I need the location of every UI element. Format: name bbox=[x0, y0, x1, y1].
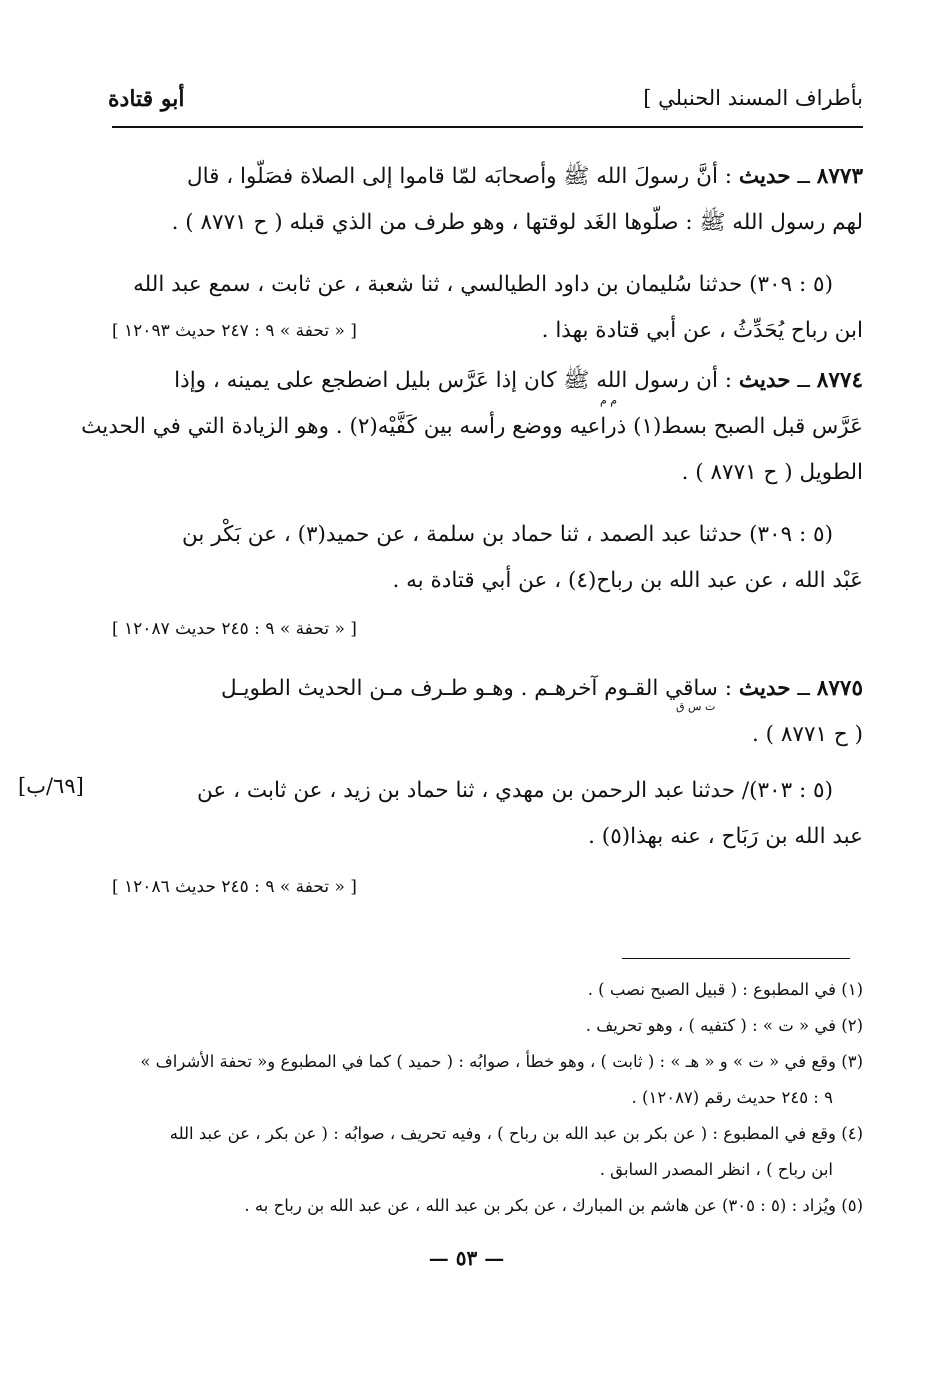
isnad-line: ابن رباح يُحَدِّثُ ، عن أبي قتادة بهذا . bbox=[541, 318, 863, 343]
hadith-8775-text: ٨٧٧٥ ــ حديث : ساقي القـوم آخرهـم . وهـو طـرف مـن الحديث الطويـل ( ح ٨٧٧١ ) . bbox=[112, 666, 863, 758]
page-number: — ٥٣ — bbox=[428, 1246, 505, 1270]
isnad-line: (٥ : ٣٠٣)/ حدثنا عبد الرحمن بن مهدي ، ثنا حماد بن زيد ، عن ثابت ، عن bbox=[197, 778, 833, 803]
isnad-line: عَبْد الله ، عن عبد الله بن رباح(٤) ، عن أبي قتادة به . bbox=[392, 568, 863, 593]
hadith-number: ٨٧٧٥ bbox=[816, 676, 863, 701]
header-rule bbox=[112, 126, 863, 128]
hadith-line: الطويل ( ح ٨٧٧١ ) . bbox=[681, 460, 863, 485]
sigla-8775: ت س ق bbox=[676, 700, 716, 713]
hadith-label: حديث bbox=[738, 164, 791, 189]
hadith-8775-isnad bbox=[112, 768, 863, 860]
hadith-line: عَرَّس قبل الصبح بسط(١) ذراعيه ووضع رأسه بين كَفَّيْه(٢) . وهو الزيادة التي في الحديث bbox=[81, 414, 863, 439]
footnote: (٥) ويُزاد : (٥ : ٣٠٥) عن هاشم بن المبارك ، عن بكر بن عبد الله ، عن عبد الله بن رباح به . bbox=[244, 1196, 863, 1215]
hadith-line: ( ح ٨٧٧١ ) . bbox=[751, 722, 863, 747]
hadith-label: حديث bbox=[738, 676, 791, 701]
hadith-number: ٨٧٧٤ bbox=[816, 368, 863, 393]
header-chapter-name: أبو قتادة bbox=[108, 86, 185, 112]
header-book-title: بأطراف المسند الحنبلي ] bbox=[643, 86, 863, 110]
sigla-8774: م م bbox=[600, 394, 618, 407]
hadith-line: : أنَّ رسولَ الله ﷺ وأصحابَه لمّا قاموا إلى الصلاة فصَلّوا ، قال bbox=[186, 164, 732, 189]
hadith-line: لهم رسول الله ﷺ : صلّوها الغَد لوقتها ، وهو طرف من الذي قبله ( ح ٨٧٧١ ) . bbox=[171, 210, 863, 235]
tuhfa-reference: [ « تحفة » ٩ : ٢٤٥ حديث ١٢٠٨٧ ] bbox=[112, 619, 357, 639]
footnote-continuation: ابن رباح ) ، انظر المصدر السابق . bbox=[599, 1160, 833, 1179]
footnote: (٤) وقع في المطبوع : ( عن بكر بن عبد الله بن رباح ) ، وفيه تحريف ، صوابُه : ( عن بكر ، عن عبد الله bbox=[169, 1124, 863, 1143]
isnad-line: عبد الله بن رَبَاح ، عنه بهذا(٥) . bbox=[588, 824, 863, 849]
footnotes bbox=[100, 972, 863, 1224]
footnote: (٣) وقع في « ت » و « هـ » : ( ثابت ) ، وهو خطأ ، صوابُه : ( حميد ) كما في المطبوع و« تحفة الأشراف » bbox=[140, 1052, 863, 1071]
tuhfa-reference: [ « تحفة » ٩ : ٢٤٧ حديث ١٢٠٩٣ ] bbox=[112, 321, 357, 341]
footnote: (١) في المطبوع : ( قبيل الصبح نصب ) . bbox=[587, 980, 863, 999]
tuhfa-8774 bbox=[112, 606, 863, 652]
footnote-rule bbox=[622, 958, 850, 959]
hadith-8773-text: ٨٧٧٣ ــ حديث : أنَّ رسولَ الله ﷺ وأصحابَه لمّا قاموا إلى الصلاة فصَلّوا ، قال لهم رسول الله ﷺ : صلّوها الغَد لوقتها ، وهو طرف من الذي قبله ( ح ٨٧٧١ ) . bbox=[112, 154, 863, 246]
hadith-number: ٨٧٧٣ bbox=[816, 164, 863, 189]
running-header bbox=[108, 86, 863, 120]
isnad-line: (٥ : ٣٠٩) حدثنا عبد الصمد ، ثنا حماد بن سلمة ، عن حميد(٣) ، عن بَكْر بن bbox=[182, 522, 833, 547]
isnad-line: (٥ : ٣٠٩) حدثنا سُليمان بن داود الطيالسي ، ثنا شعبة ، عن ثابت ، سمع عبد الله bbox=[133, 272, 833, 297]
hadith-8773-isnad bbox=[112, 262, 863, 354]
hadith-8774-text: ٨٧٧٤ ــ حديث : أن رسول الله ﷺ كان إذا عَرَّس بليل اضطجع على يمينه ، وإذا عَرَّس قبل الصبح بسط(١) ذراعيه ووضع رأسه بين كَفَّيْه(٢) . وهو الزيادة التي في الحديث الطويل ( ح ٨٧٧١ ) . bbox=[112, 358, 863, 496]
hadith-line: : أن رسول الله ﷺ كان إذا عَرَّس بليل اضطجع على يمينه ، وإذا bbox=[174, 368, 732, 393]
hadith-line: : ساقي القـوم آخرهـم . وهـو طـرف مـن الحديث الطويـل bbox=[220, 676, 732, 701]
tuhfa-reference: [ « تحفة » ٩ : ٢٤٥ حديث ١٢٠٨٦ ] bbox=[112, 877, 357, 897]
hadith-label: حديث bbox=[738, 368, 791, 393]
manuscript-folio-marker: [٦٩/ب] bbox=[18, 774, 84, 798]
footnote-continuation: ٩ : ٢٤٥ حديث رقم (١٢٠٨٧) . bbox=[631, 1088, 833, 1107]
hadith-8774-isnad bbox=[112, 512, 863, 604]
footnote: (٢) في « ت » : ( كتفيه ) ، وهو تحريف . bbox=[585, 1016, 863, 1035]
tuhfa-8775 bbox=[112, 864, 863, 910]
